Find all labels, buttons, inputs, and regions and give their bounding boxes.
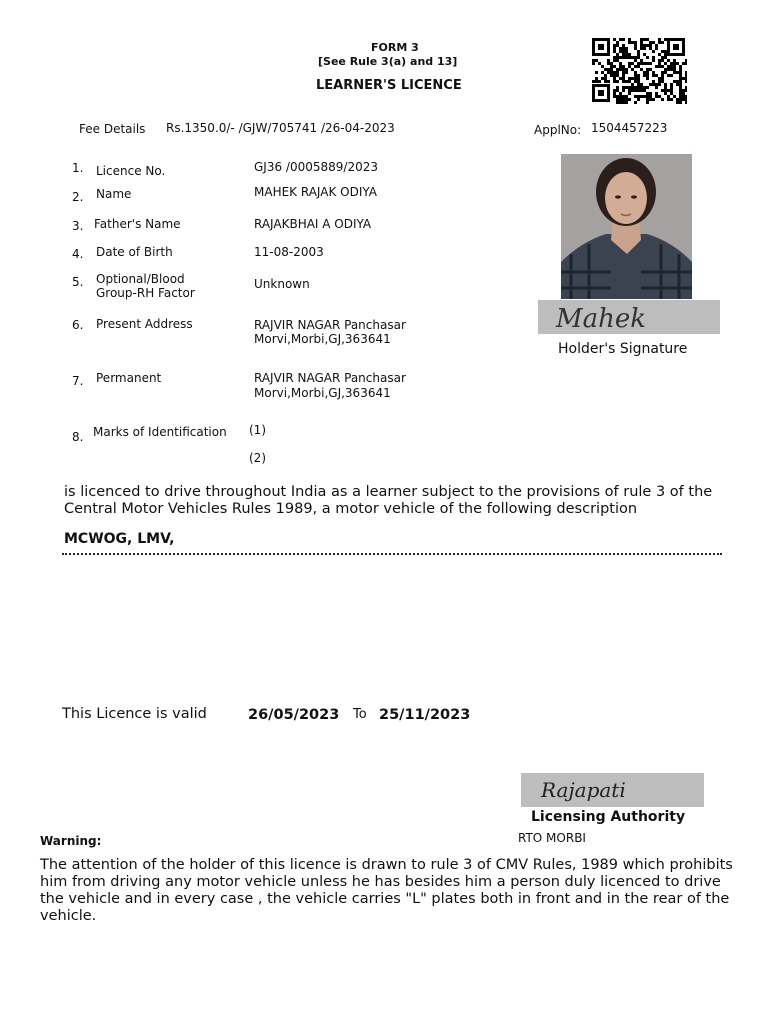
field-number: 3. bbox=[72, 219, 84, 233]
fee-details-label: Fee Details bbox=[79, 122, 146, 136]
fee-details-value: Rs.1350.0/- /GJW/705741 /26-04-2023 bbox=[166, 121, 395, 135]
blood-group-label-line2: Group-RH Factor bbox=[96, 286, 195, 300]
identification-mark-1: (1) bbox=[249, 423, 266, 437]
field-number: 8. bbox=[72, 430, 84, 444]
present-address-line1: RAJVIR NAGAR Panchasar bbox=[254, 318, 406, 332]
appl-no-value: 1504457223 bbox=[591, 121, 668, 135]
identification-mark-2: (2) bbox=[249, 451, 266, 465]
vehicle-classes: MCWOG, LMV, bbox=[64, 531, 175, 547]
name-label: Name bbox=[96, 187, 132, 201]
date-of-birth-value: 11-08-2003 bbox=[254, 245, 324, 259]
rule-reference: [See Rule 3(a) and 13] bbox=[318, 55, 458, 68]
permanent-address-label: Permanent bbox=[96, 371, 162, 385]
valid-to-date: 25/11/2023 bbox=[379, 707, 471, 723]
field-number: 2. bbox=[72, 190, 84, 204]
rto-office: RTO MORBI bbox=[518, 831, 586, 845]
licensing-authority-label: Licensing Authority bbox=[531, 809, 686, 825]
holder-signature-label: Holder's Signature bbox=[558, 341, 688, 357]
blood-group-label-line1: Optional/Blood bbox=[96, 272, 185, 286]
field-number: 6. bbox=[72, 318, 84, 332]
fathers-name-label: Father's Name bbox=[94, 217, 181, 231]
field-number: 4. bbox=[72, 247, 84, 261]
permanent-address-line2: Morvi,Morbi,GJ,363641 bbox=[254, 386, 391, 400]
licence-no-value: GJ36 /0005889/2023 bbox=[254, 160, 378, 174]
permanent-address-line1: RAJVIR NAGAR Panchasar bbox=[254, 371, 406, 385]
present-address-line2: Morvi,Morbi,GJ,363641 bbox=[254, 332, 391, 346]
field-number: 1. bbox=[72, 161, 84, 175]
warning-text: The attention of the holder of this licence is drawn to rule 3 of CMV Rules, 1989 which prohibits him from driving any motor vehicle unless he has besides him a person duly licenced to drive the vehicle and in every case , the vehicle carries "L" plates both in front and in the rear of the vehicle. bbox=[40, 857, 733, 924]
authority-signature-text: Rajapati bbox=[541, 778, 626, 802]
field-number: 5. bbox=[72, 275, 84, 289]
holder-signature-image bbox=[538, 300, 720, 334]
name-value: MAHEK RAJAK ODIYA bbox=[254, 185, 377, 199]
document-title: LEARNER'S LICENCE bbox=[316, 78, 462, 93]
fathers-name-value: RAJAKBHAI A ODIYA bbox=[254, 217, 372, 231]
present-address-label: Present Address bbox=[96, 317, 193, 331]
qr-code bbox=[590, 36, 687, 104]
valid-from-date: 26/05/2023 bbox=[248, 707, 340, 723]
holder-photo bbox=[561, 154, 692, 299]
marks-of-identification-label: Marks of Identification bbox=[93, 425, 227, 439]
date-of-birth-label: Date of Birth bbox=[96, 245, 173, 259]
field-number: 7. bbox=[72, 374, 84, 388]
licence-no-label: Licence No. bbox=[96, 164, 166, 178]
licence-description: is licenced to drive throughout India as a learner subject to the provisions of rule 3 of the Central Motor Vehicles Rules 1989, a motor vehicle of the following description bbox=[64, 484, 713, 517]
holder-signature-text: Mahek bbox=[556, 304, 647, 334]
authority-signature-image bbox=[521, 773, 704, 807]
appl-no-label: ApplNo: bbox=[534, 123, 582, 137]
dotted-divider bbox=[62, 553, 722, 555]
blood-group-value: Unknown bbox=[254, 277, 310, 291]
valid-to-word: To bbox=[353, 707, 367, 722]
form-number: FORM 3 bbox=[371, 41, 419, 54]
warning-label: Warning: bbox=[40, 834, 102, 848]
validity-label: This Licence is valid bbox=[62, 706, 207, 722]
